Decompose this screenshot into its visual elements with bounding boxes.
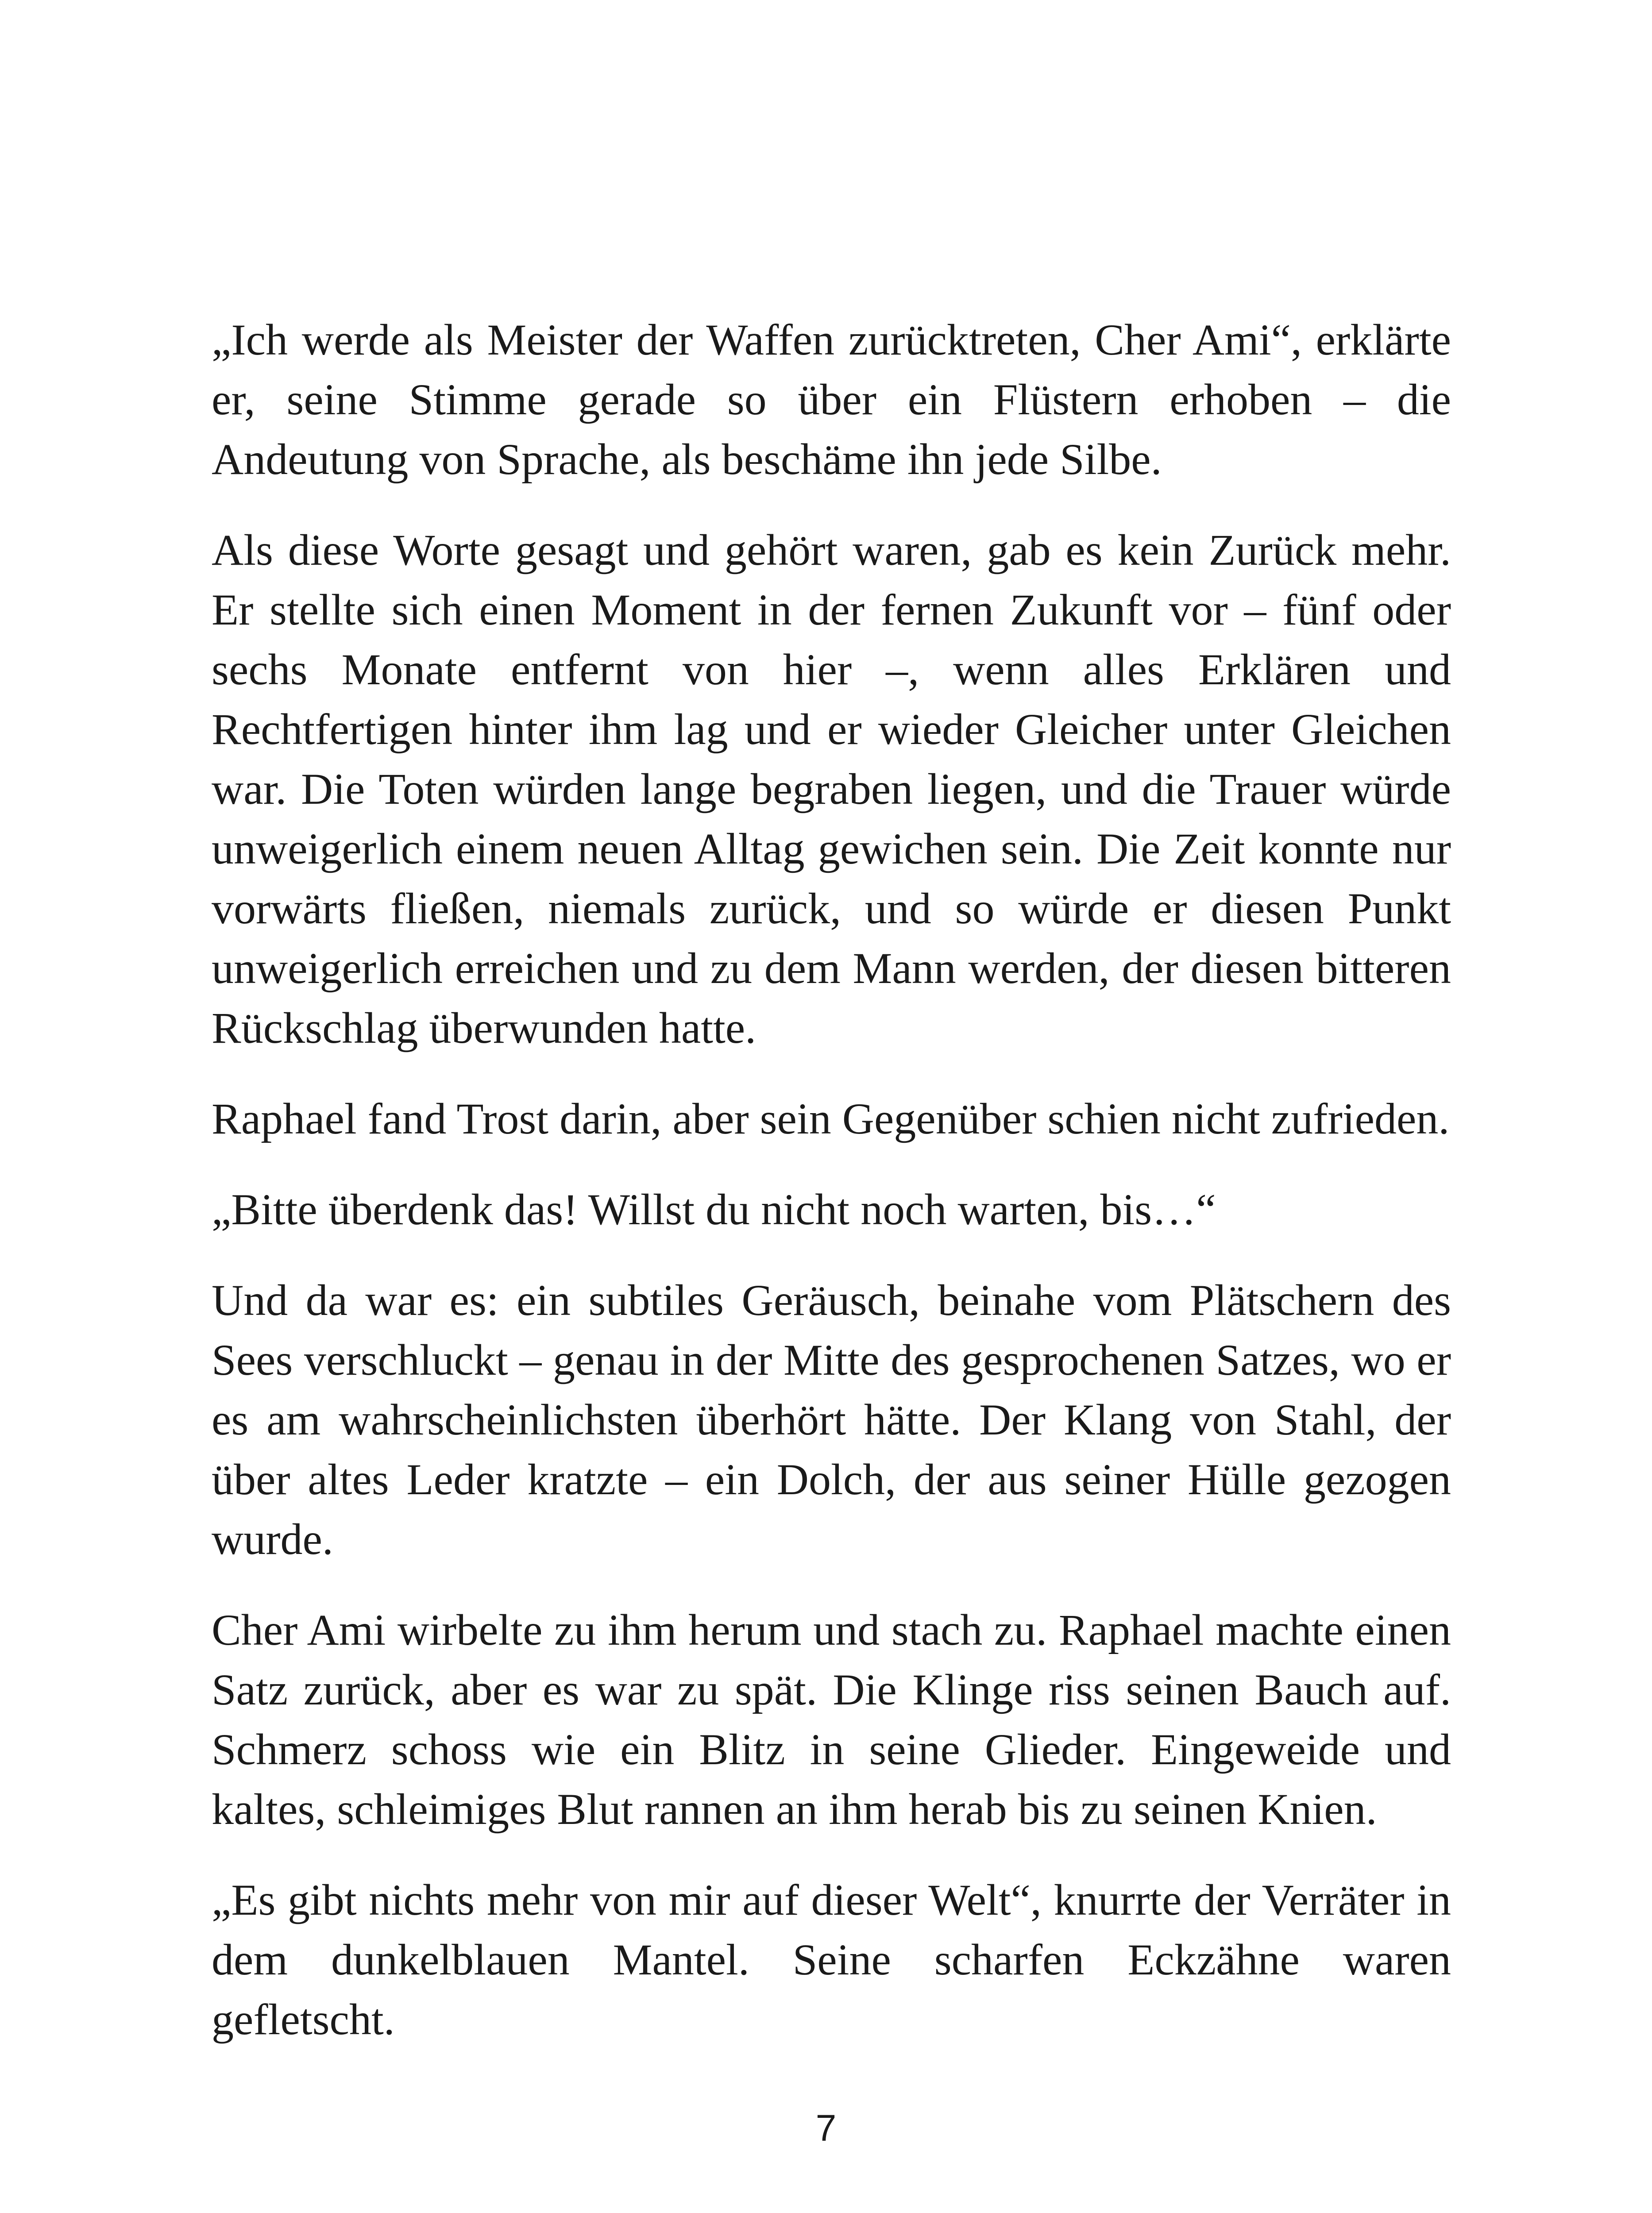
paragraph-3: Raphael fand Trost darin, aber sein Gegenüber schien nicht zufrieden. — [212, 1094, 1450, 1143]
paragraph-6: Cher Ami wirbelte zu ihm herum und stach zu. Raphael machte einen Satz zurück, aber es war zu spät. Die Klinge riss seinen Bauch auf. Schmerz schoss wie ein Blitz in seine Glieder. Eingeweide und kaltes, schleimiges Blut rannen an ihm herab bis zu seinen Knien. — [212, 1605, 1451, 1834]
paragraph-7: „Es gibt nichts mehr von mir auf dieser Welt“, knurrte der Verräter in dem dunkelblauen Mantel. Seine scharfen Eckzähne waren gefletscht. — [212, 1875, 1451, 2044]
page-text-body — [212, 310, 1451, 2080]
paragraph-5: Und da war es: ein subtiles Geräusch, beinahe vom Plätschern des Sees verschluckt – genau in der Mitte des gesprochenen Satzes, wo er es am wahrscheinlichsten überhört hätte. Der Klang von Stahl, der über altes Leder kratzte – ein Dolch, der aus seiner Hülle gezogen wurde. — [212, 1276, 1451, 1564]
paragraph-1: „Ich werde als Meister der Waffen zurücktreten, Cher Ami“, erklärte er, seine Stimme gerade so über ein Flüstern erhoben – die Andeutung von Sprache, als beschäme ihn jede Silbe. — [212, 315, 1451, 484]
page-number: 7 — [815, 2107, 837, 2149]
paragraph-4: „Bitte überdenk das! Willst du nicht noch warten, bis…“ — [212, 1185, 1216, 1234]
paragraph-2: Als diese Worte gesagt und gehört waren, gab es kein Zurück mehr. Er stellte sich einen Moment in der fernen Zukunft vor – fünf oder sechs Monate entfernt von hier –, wenn alles Erklären und Rechtfertigen hinter ihm lag und er wieder Gleicher unter Gleichen war. Die Toten würden lange begraben liegen, und die Trauer würde unweigerlich einem neuen Alltag gewichen sein. Die Zeit konnte nur vorwärts fließen, niemals zurück, und so würde er diesen Punkt unweigerlich erreichen und zu dem Mann werden, der diesen bitteren Rückschlag überwunden hatte. — [212, 525, 1451, 1053]
